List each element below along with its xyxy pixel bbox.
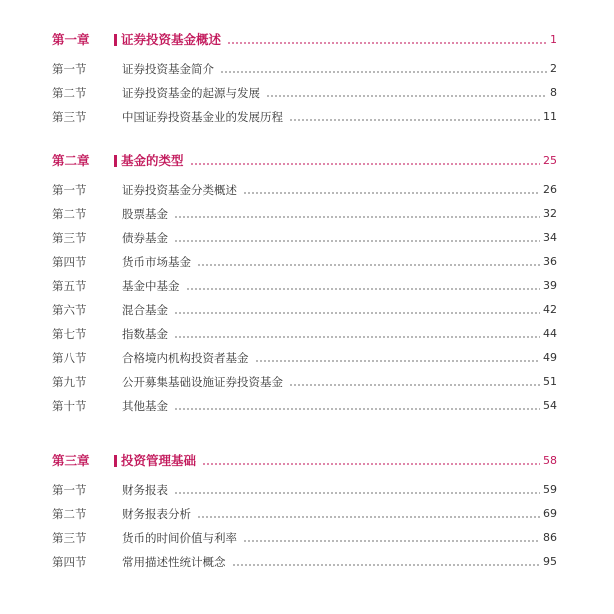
- toc-entry[interactable]: [52, 551, 557, 573]
- chapter-title: 投资管理基础: [121, 453, 197, 468]
- chapter-heading-3[interactable]: [52, 450, 557, 472]
- chapter-marker-bar: [114, 455, 117, 467]
- dot-leader: [227, 29, 547, 51]
- dot-leader: [197, 251, 540, 273]
- dot-leader: [202, 450, 540, 472]
- section-label: 第一节: [52, 183, 87, 197]
- section-title: 证券投资基金简介: [122, 62, 214, 76]
- page-number: 58: [543, 454, 557, 467]
- dot-leader: [197, 503, 540, 525]
- section-title: 财务报表: [122, 483, 168, 497]
- dot-leader: [174, 299, 540, 321]
- section-title: 混合基金: [122, 303, 168, 317]
- dot-leader: [174, 203, 540, 225]
- chapter-marker-bar: [114, 155, 117, 167]
- dot-leader: [243, 179, 540, 201]
- dot-leader: [174, 479, 540, 501]
- chapter-title: 证券投资基金概述: [121, 32, 222, 47]
- page-number: 86: [543, 531, 557, 544]
- section-label: 第一节: [52, 62, 87, 76]
- toc-entry[interactable]: [52, 503, 557, 525]
- section-label: 第八节: [52, 351, 87, 365]
- dot-leader: [220, 58, 547, 80]
- page-number: 49: [543, 351, 557, 364]
- dot-leader: [289, 371, 540, 393]
- dot-leader: [266, 82, 547, 104]
- section-label: 第二节: [52, 507, 87, 521]
- section-label: 第二节: [52, 207, 87, 221]
- page-number: 51: [543, 375, 557, 388]
- dot-leader: [243, 527, 540, 549]
- page-number: 95: [543, 555, 557, 568]
- page-number: 54: [543, 399, 557, 412]
- page-number: 1: [550, 33, 557, 46]
- section-title: 证券投资基金分类概述: [122, 183, 237, 197]
- toc-entry[interactable]: [52, 227, 557, 249]
- toc-entry[interactable]: [52, 479, 557, 501]
- section-label: 第九节: [52, 375, 87, 389]
- dot-leader: [190, 150, 540, 172]
- chapter-heading-1[interactable]: [52, 29, 557, 51]
- section-title: 中国证券投资基金业的发展历程: [122, 110, 283, 124]
- page-number: 8: [550, 86, 557, 99]
- dot-leader: [232, 551, 541, 573]
- section-title: 常用描述性统计概念: [122, 555, 226, 569]
- section-title: 债券基金: [122, 231, 168, 245]
- toc-entry[interactable]: [52, 58, 557, 80]
- section-label: 第一节: [52, 483, 87, 497]
- section-title: 财务报表分析: [122, 507, 191, 521]
- page-number: 26: [543, 183, 557, 196]
- chapter-heading-2[interactable]: [52, 150, 557, 172]
- page-number: 42: [543, 303, 557, 316]
- toc-entry[interactable]: [52, 275, 557, 297]
- dot-leader: [289, 106, 540, 128]
- toc-entry[interactable]: [52, 251, 557, 273]
- toc-entry[interactable]: [52, 395, 557, 417]
- page-number: 32: [543, 207, 557, 220]
- section-label: 第六节: [52, 303, 87, 317]
- chapter-label: 第三章: [52, 453, 90, 468]
- section-title: 货币的时间价值与利率: [122, 531, 237, 545]
- toc-entry[interactable]: [52, 299, 557, 321]
- section-label: 第十节: [52, 399, 87, 413]
- page-number: 69: [543, 507, 557, 520]
- chapter-label: 第二章: [52, 153, 90, 168]
- dot-leader: [174, 395, 540, 417]
- page-number: 59: [543, 483, 557, 496]
- page-number: 44: [543, 327, 557, 340]
- toc-entry[interactable]: [52, 106, 557, 128]
- section-label: 第四节: [52, 555, 87, 569]
- page-number: 2: [550, 62, 557, 75]
- chapter-title: 基金的类型: [121, 153, 184, 168]
- section-title: 证券投资基金的起源与发展: [122, 86, 260, 100]
- section-label: 第三节: [52, 531, 87, 545]
- section-label: 第三节: [52, 110, 87, 124]
- section-label: 第四节: [52, 255, 87, 269]
- toc-entry[interactable]: [52, 323, 557, 345]
- page-number: 11: [543, 110, 557, 123]
- dot-leader: [255, 347, 541, 369]
- section-label: 第五节: [52, 279, 87, 293]
- section-title: 其他基金: [122, 399, 168, 413]
- section-title: 货币市场基金: [122, 255, 191, 269]
- toc-entry[interactable]: [52, 527, 557, 549]
- section-title: 公开募集基础设施证券投资基金: [122, 375, 283, 389]
- section-title: 指数基金: [122, 327, 168, 341]
- dot-leader: [174, 323, 540, 345]
- toc-entry[interactable]: [52, 371, 557, 393]
- section-label: 第七节: [52, 327, 87, 341]
- toc-entry[interactable]: [52, 179, 557, 201]
- section-label: 第二节: [52, 86, 87, 100]
- page-number: 34: [543, 231, 557, 244]
- section-label: 第三节: [52, 231, 87, 245]
- page-number: 39: [543, 279, 557, 292]
- dot-leader: [174, 227, 540, 249]
- page-number: 25: [543, 154, 557, 167]
- section-title: 股票基金: [122, 207, 168, 221]
- page-number: 36: [543, 255, 557, 268]
- chapter-label: 第一章: [52, 32, 90, 47]
- toc-entry[interactable]: [52, 203, 557, 225]
- toc-entry[interactable]: [52, 82, 557, 104]
- toc-entry[interactable]: [52, 347, 557, 369]
- chapter-marker-bar: [114, 34, 117, 46]
- section-title: 合格境内机构投资者基金: [122, 351, 249, 365]
- section-title: 基金中基金: [122, 279, 180, 293]
- dot-leader: [186, 275, 541, 297]
